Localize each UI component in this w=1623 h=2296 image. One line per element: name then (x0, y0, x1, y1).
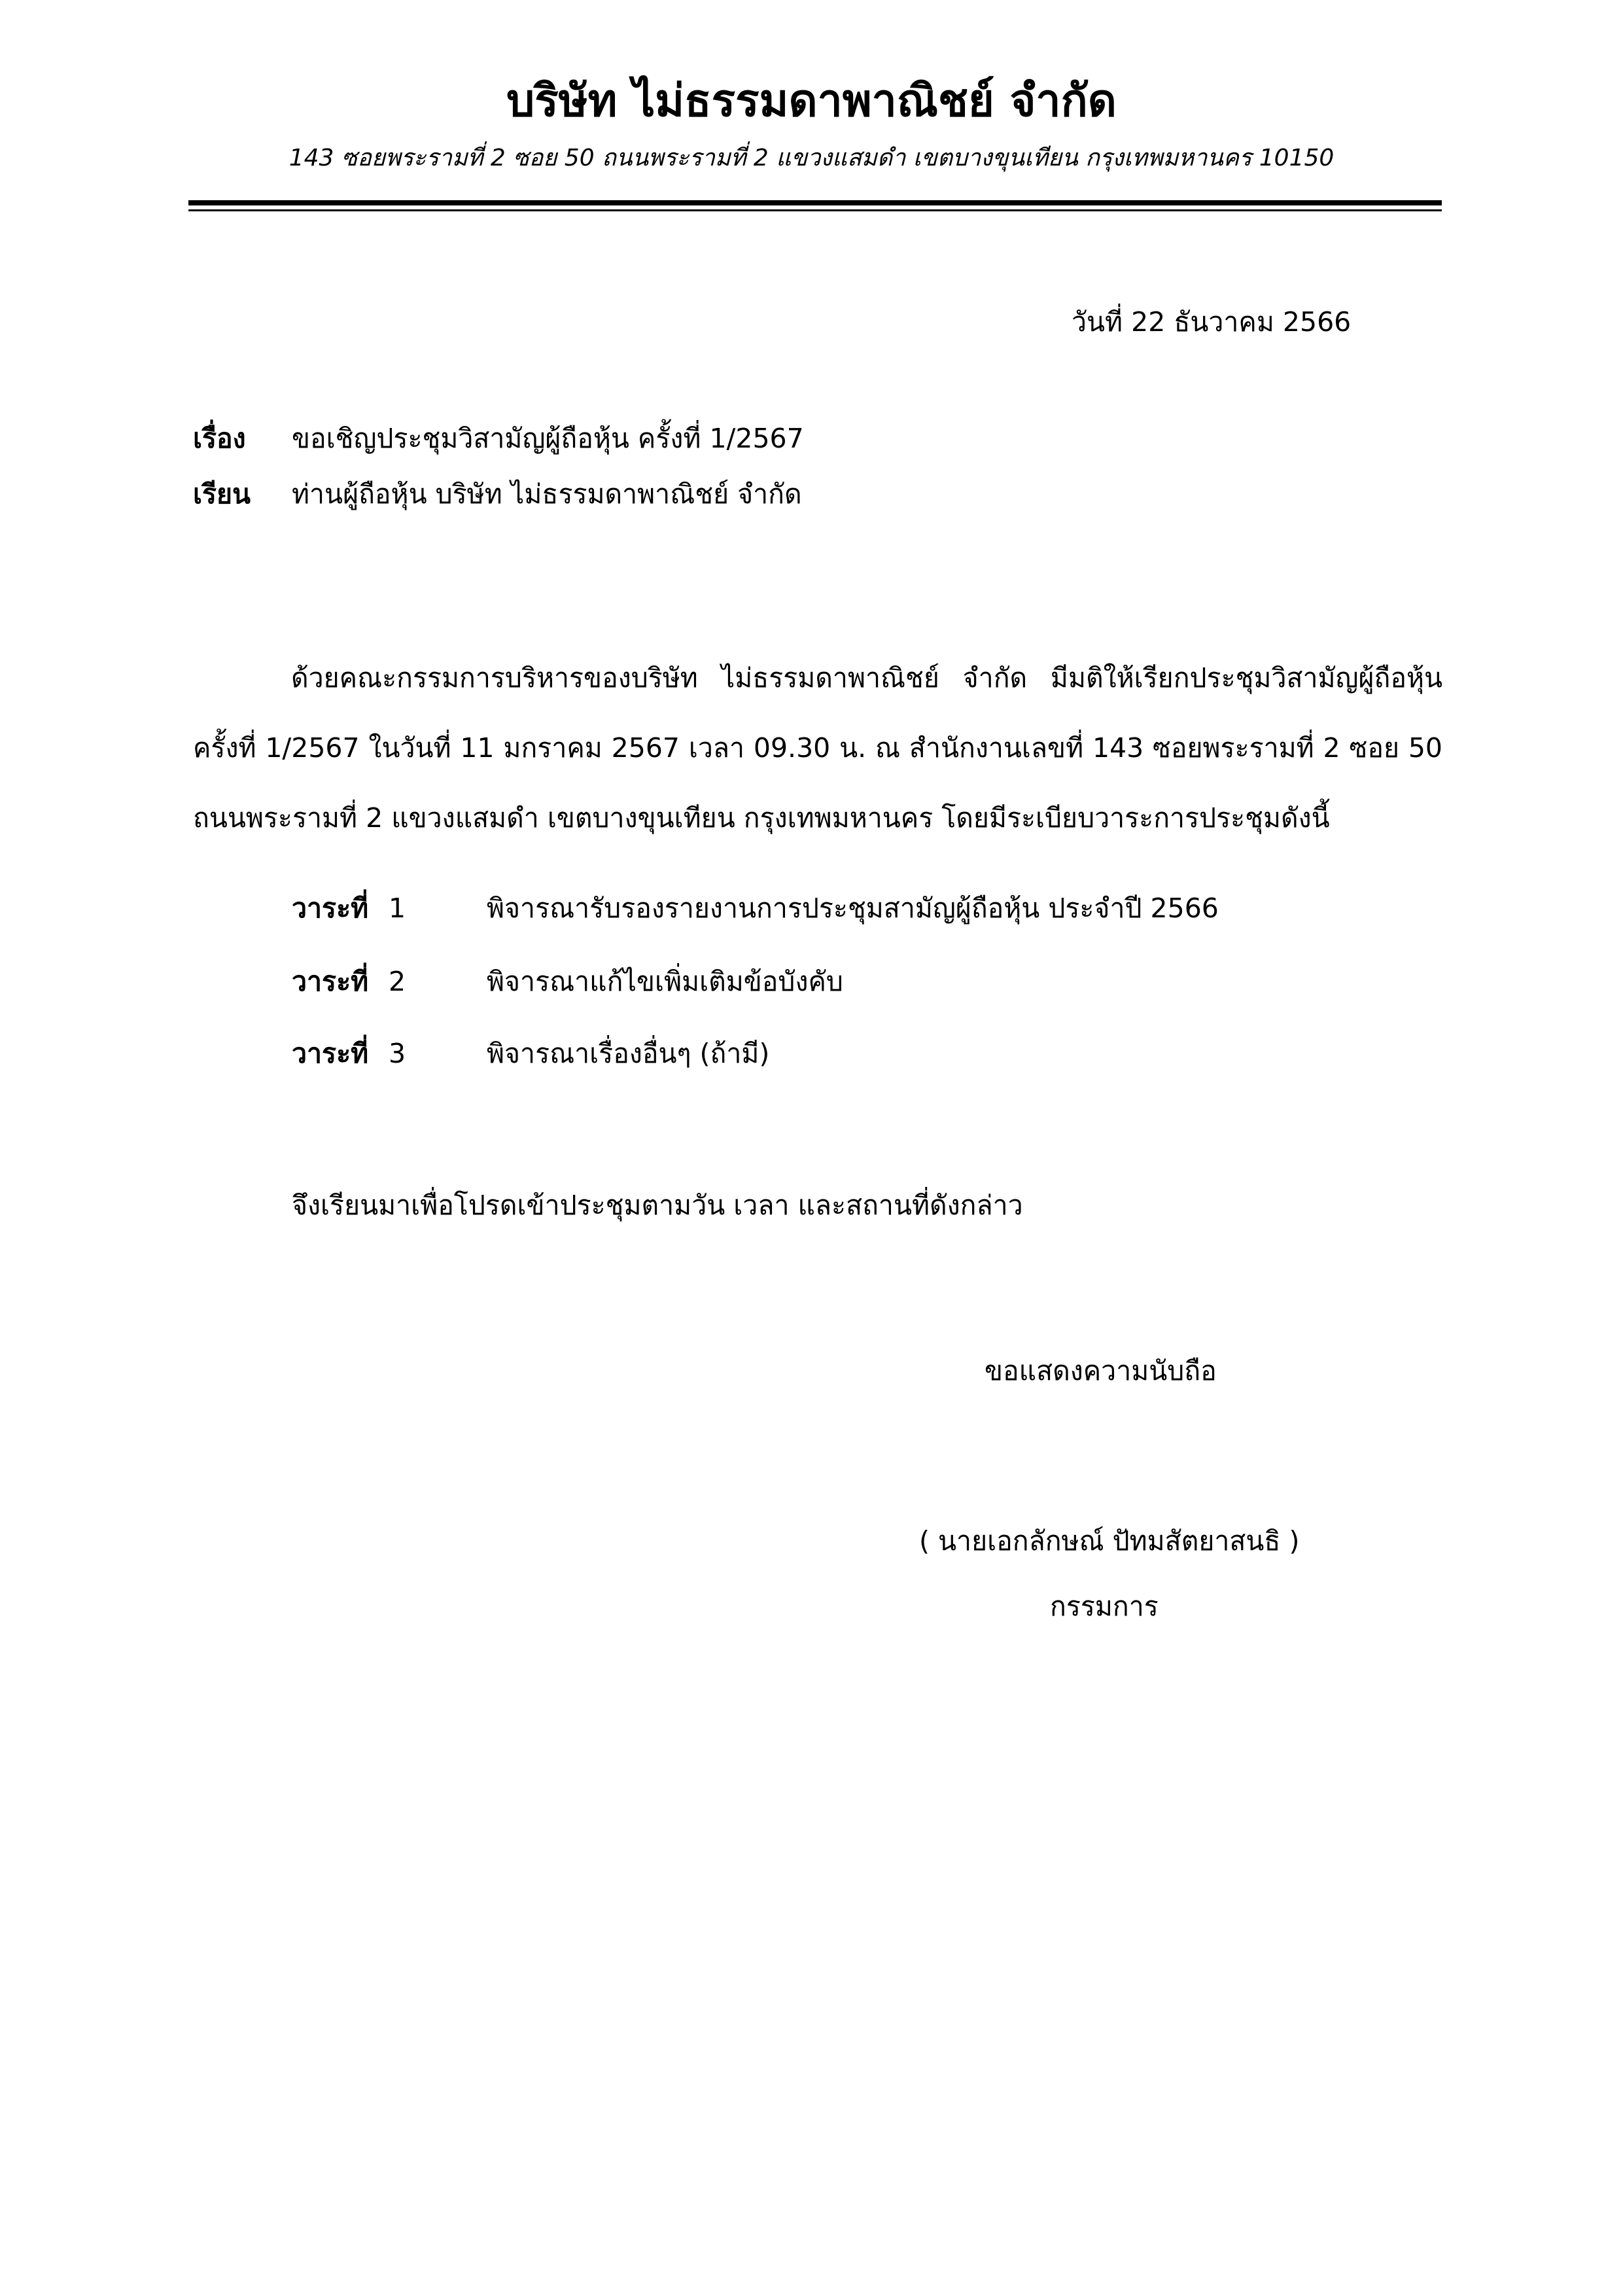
regards-line: ขอแสดงความนับถือ (985, 1355, 1217, 1386)
signer-title: กรรมการ (1050, 1591, 1159, 1622)
agenda-3-label: วาระที่ (292, 1038, 369, 1069)
company-address: 143 ซอยพระรามที่ 2 ซอย 50 ถนนพระรามที่ 2 แขวงแสมดำ เขตบางขุนเทียน กรุงเทพมหานคร 10150 (288, 145, 1335, 171)
agenda-2-number: 2 (389, 966, 406, 997)
header-divider-thin (188, 209, 1442, 211)
agenda-1-text: พิจารณารับรองรายงานการประชุมสามัญผู้ถือหุ้น ประจำปี 2566 (487, 892, 1219, 924)
agenda-1-label: วาระที่ (292, 892, 369, 924)
agenda-2-label: วาระที่ (292, 966, 369, 997)
agenda-1-number: 1 (389, 892, 406, 924)
recipient-text: ท่านผู้ถือหุ้น บริษัท ไม่ธรรมดาพาณิชย์ จำกัด (292, 478, 802, 510)
recipient-label: เรียน (193, 478, 251, 510)
closing-sentence: จึงเรียนมาเพื่อโปรดเข้าประชุมตามวัน เวลา และสถานที่ดังกล่าว (292, 1190, 1023, 1221)
subject-label: เรื่อง (193, 423, 246, 454)
agenda-3-number: 3 (389, 1038, 406, 1069)
header-divider-thick (188, 200, 1442, 205)
letter-date: วันที่ 22 ธันวาคม 2566 (1072, 306, 1352, 338)
company-name: บริษัท ไม่ธรรมดาพาณิชย์ จำกัด (506, 75, 1117, 127)
agenda-2-text: พิจารณาแก้ไขเพิ่มเติมข้อบังคับ (487, 966, 843, 997)
subject-text: ขอเชิญประชุมวิสามัญผู้ถือหุ้น ครั้งที่ 1/2567 (292, 423, 804, 454)
agenda-3-text: พิจารณาเรื่องอื่นๆ (ถ้ามี) (487, 1038, 770, 1069)
body-paragraph: ด้วยคณะกรรมการบริหารของบริษัท ไม่ธรรมดาพาณิชย์ จำกัด มีมติให้เรียกประชุมวิสามัญผู้ถือหุ้น ครั้งที่ 1/2567 ในวันที่ 11 มกราคม 2567 เวลา 09.30 น. ณ สำนักงานเลขที่ 143 ซอยพระรามที่ 2 ซอย 50 ถนนพระรามที่ 2 แขวงแสมดำ เขตบางขุนเทียน กรุงเทพมหานคร โดยมีระเบียบวาระการประชุมดังนี้ (193, 662, 1442, 834)
signer-name: ( นายเอกลักษณ์ ปัทมสัตยาสนธิ ) (919, 1525, 1300, 1557)
